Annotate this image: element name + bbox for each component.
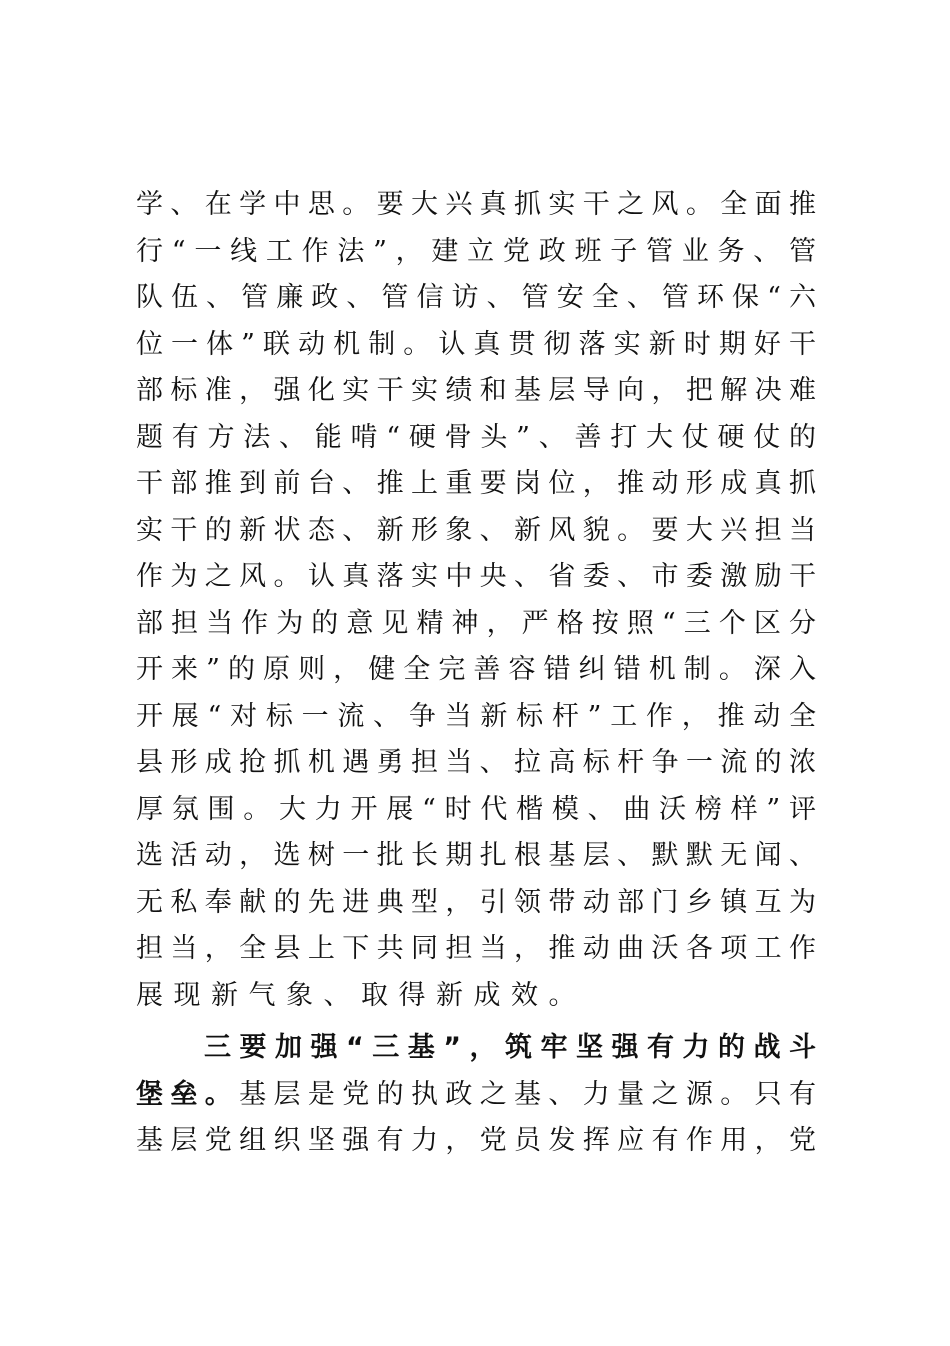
text-line: 部标准，强化实干实绩和基层导向，把解决难 xyxy=(136,375,816,406)
text-line: 基层党组织坚强有力，党员发挥应有作用，党 xyxy=(136,1125,816,1156)
text-line: 位一体”联动机制。认真贯彻落实新时期好干 xyxy=(136,328,816,360)
text-line: 开来”的原则，健全完善容错纠错机制。深入 xyxy=(136,654,816,685)
text-line-rest: 基层是党的执政之基、力量之源。只有 xyxy=(239,1078,817,1110)
section-heading-end: 堡垒。 xyxy=(136,1078,240,1110)
text-line: 担当，全县上下共同担当，推动曲沃各项工作 xyxy=(136,933,816,964)
text-line: 题有方法、能啃“硬骨头”、善打大仗硬仗的 xyxy=(136,421,816,453)
text-line: 县形成抢抓机遇勇担当、拉高标杆争一流的浓 xyxy=(136,747,816,778)
text-line: 无私奉献的先进典型，引领带动部门乡镇互为 xyxy=(136,886,816,918)
section-heading: 三要加强“三基”，筑牢坚强有力的战斗 xyxy=(204,1032,816,1063)
text-line: 干部推到前台、推上重要岗位，推动形成真抓 xyxy=(136,468,816,499)
text-line: 开展“对标一流、争当新标杆”工作，推动全 xyxy=(136,700,816,732)
text-line: 厚氛围。大力开展“时代楷模、曲沃榜样”评 xyxy=(136,793,816,825)
text-line: 部担当作为的意见精神，严格按照“三个区分 xyxy=(136,607,816,639)
text-line: 队伍、管廉政、管信访、管安全、管环保“六 xyxy=(136,282,816,313)
paragraph-end-line: 展现新气象、取得新成效。 xyxy=(136,979,586,1011)
text-line xyxy=(136,1075,816,1122)
text-line: 作为之风。认真落实中央、省委、市委激励干 xyxy=(136,561,816,592)
text-line: 实干的新状态、新形象、新风貌。要大兴担当 xyxy=(136,514,816,546)
text-line: 行“一线工作法”，建立党政班子管业务、管 xyxy=(136,235,816,267)
text-line: 学、在学中思。要大兴真抓实干之风。全面推 xyxy=(136,189,816,220)
text-line: 选活动，选树一批长期扎根基层、默默无闻、 xyxy=(136,840,816,871)
body-text xyxy=(136,185,816,1168)
